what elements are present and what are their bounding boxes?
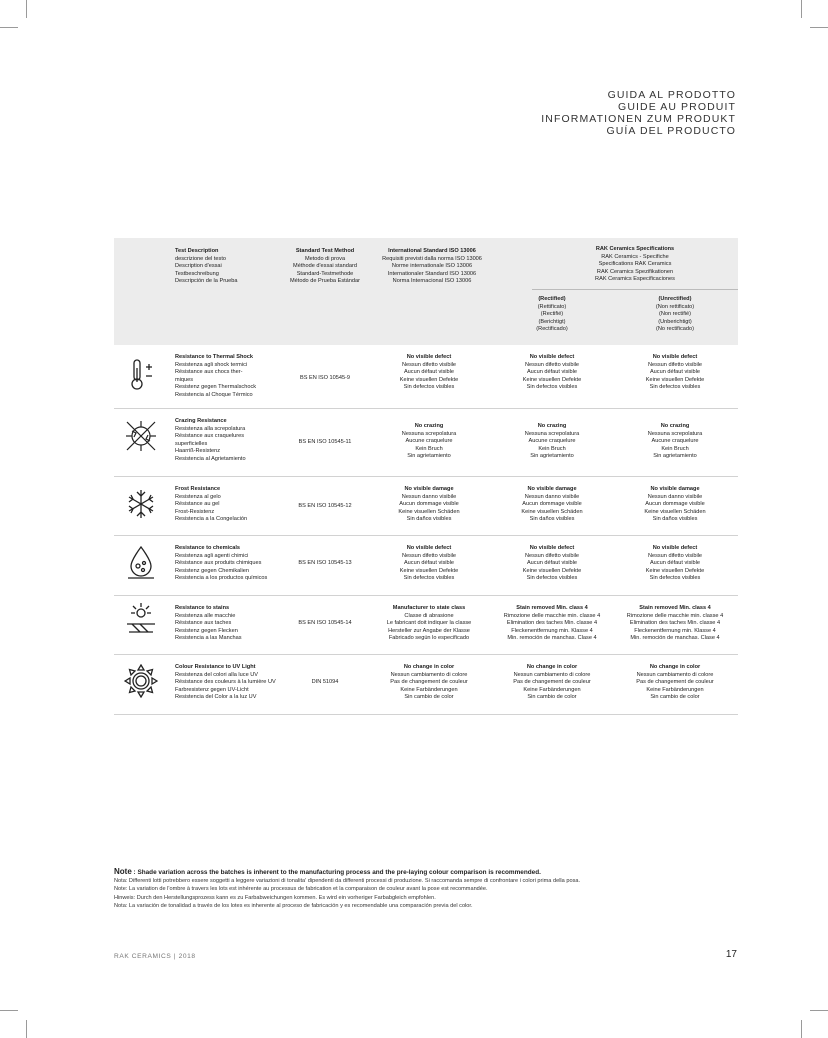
rectified-result: No visible defect Nessun difetto visibile Aucun défaut visible Keine visuellen Defekte Sin defectos visibles: [522, 354, 582, 391]
iso-result: No visible defect Nessun difetto visibile Aucun défaut visible Keine visuellen Defekte Sin defectos visibles: [399, 545, 459, 582]
unrectified-result: No change in color Nessun cambiamento di colore Pas de changement de couleur Keine Farbänderungen Sin cambio de color: [636, 664, 714, 701]
test-description: Resistance to Thermal Shock Resistenza agli shock termici Résistance aux chocs ther- miques Resistenz gegen Thermalschock Resistencia al Choque Térmico: [175, 354, 257, 398]
standard-method: BS EN ISO 10545-12: [298, 503, 352, 509]
table-row: [114, 477, 738, 536]
iso-result: No change in color Nessun cambiamento di colore Pas de changement de couleur Keine Farbänderungen Sin cambio de color: [390, 664, 468, 701]
title-line: GUÍA DEL PRODUCTO: [606, 125, 736, 137]
title-line: GUIDA AL PRODOTTO: [607, 89, 736, 101]
standard-method: DIN 51094: [311, 679, 339, 685]
table-row: [114, 596, 738, 655]
chemical-drop-icon: [124, 544, 158, 578]
crop-mark: [26, 0, 27, 18]
table-row: [114, 536, 738, 596]
note-line: Nota: Differenti lotti potrebbero essere soggetti a leggere variazioni di tonalita' dipendenti da differenti processi di produzione. Si raccomanda sempre di confrontare i colori prima della posa.: [114, 878, 581, 885]
standard-method: BS EN ISO 10545-9: [299, 375, 351, 381]
iso-result: No visible damage Nessun danno visibile Aucun dommage visible Keine visuellen Schäden Sin daños visibles: [398, 486, 460, 523]
header-divider: [532, 289, 738, 290]
test-description: Crazing Resistance Resistenza alla screpolatura Résistance aux craquelures superficielles Haarriß-Resistenz Resistencia al Agrietamiento: [175, 418, 246, 462]
iso-result: Manufacturer to state class Classe di abrasione Le fabricant doit indiquer la classe Hersteller zur Angabe der Klasse Fabricado según lo especificado: [386, 605, 472, 642]
rectified-result: No change in color Nessun cambiamento di colore Pas de changement de couleur Keine Farbänderungen Sin cambio de color: [513, 664, 591, 701]
standard-method: BS EN ISO 10545-11: [298, 439, 352, 445]
test-description: Resistance to stains Resistenza alle macchie Résistance aux taches Resistenz gegen Flecken Resistencia a las Manchas: [175, 605, 242, 642]
crop-mark: [801, 0, 802, 18]
note-line: Hinweis: Durch den Herstellungsprozess kann es zu Farbabweichungen kommen. Es wird ein vorheriger Farbabgleich empfohlen.: [114, 894, 436, 901]
thermometer-icon: [124, 358, 158, 392]
header-rectified: (Rectified) (Rettificato) (Rectifié) (Berichtigt) (Rectificado): [536, 296, 568, 333]
note-line: Note: La variation de l'ombre à travers les lots est inhérente au processus de fabrication et la comparaison de couleur avant la pose est recommandée.: [114, 886, 488, 893]
title-line: INFORMATIONEN ZUM PRODUKT: [541, 113, 736, 125]
test-description: Frost Resistance Resistenza al gelo Résistance au gel Frost-Resistenz Resistencia a la Congelación: [175, 486, 248, 523]
iso-result: No crazing Nessuna screpolatura Aucune craquelure Kein Bruch Sin agrietamiento: [401, 423, 457, 460]
note-main: Note : Shade variation across the batches is inherent to the manufacturing process and the pre-laying colour comparison is recommended.: [114, 867, 541, 876]
rectified-result: Stain removed Min. class 4 Rimozione delle macchie min. classe 4 Elimination des taches Min. classe 4 Fleckenentfernung min. Klasse 4 Min. remoción de manchas. Clase 4: [503, 605, 601, 642]
stain-icon: [124, 602, 158, 636]
header-standard-method: Standard Test Method Metodo di prova Méthode d'essai standard Standard-Testmethode Método de Prueba Estándar: [290, 248, 360, 285]
table-header: [114, 238, 738, 345]
table-row: [114, 345, 738, 409]
unrectified-result: No visible defect Nessun difetto visibile Aucun défaut visible Keine visuellen Defekte Sin defectos visibles: [645, 545, 705, 582]
rectified-result: No visible damage Nessun danno visibile Aucun dommage visible Keine visuellen Schäden Sin daños visibles: [521, 486, 583, 523]
standard-method: BS EN ISO 10545-13: [298, 560, 352, 566]
sun-icon: [124, 664, 158, 698]
crop-mark: [801, 1020, 802, 1038]
header-iso-standard: International Standard ISO 13006 Requisiti previsti dalla norma ISO 13006 Norme internationale ISO 13006 Internationaler Standard ISO 13006 Norma Internacional ISO 13006: [382, 248, 482, 285]
rectified-result: No visible defect Nessun difetto visibile Aucun défaut visible Keine visuellen Defekte Sin defectos visibles: [522, 545, 582, 582]
note-line: Nota: La variación de tonalidad a través de los lotes es inherente al proceso de fabricación y es recomendable una comparación previa del color.: [114, 902, 473, 909]
crop-mark: [26, 1020, 27, 1038]
unrectified-result: Stain removed Min. class 4 Rimozione delle macchie min. classe 4 Elimination des taches Min. classe 4 Fleckenentfernung min. Klasse 4 Min. remoción de manchas. Clase 4: [626, 605, 724, 642]
standard-method: BS EN ISO 10545-14: [298, 620, 352, 626]
snowflake-icon: [124, 487, 158, 521]
table-row: [114, 655, 738, 715]
table-row: [114, 409, 738, 477]
test-description: Colour Resistance to UV Light Resistenza del colori alla luce UV Résistance des couleurs à la lumière UV Farbresistenz gegen UV-Licht Resistencia del Color a la luz UV: [175, 664, 276, 701]
iso-result: No visible defect Nessun difetto visibile Aucun défaut visible Keine visuellen Defekte Sin defectos visibles: [399, 354, 459, 391]
rectified-result: No crazing Nessuna screpolatura Aucune craquelure Kein Bruch Sin agrietamiento: [524, 423, 580, 460]
crop-mark: [810, 1010, 828, 1011]
footer-brand: RAK CERAMICS | 2018: [114, 953, 196, 960]
unrectified-result: No visible damage Nessun danno visibile Aucun dommage visible Keine visuellen Schäden Sin daños visibles: [644, 486, 706, 523]
test-description: Resistance to chemicals Resistenza agli agenti chimici Résistance aux produits chimiques Resistenz gegen Chemikalien Resistencia a los productos químicos: [175, 545, 268, 582]
test-table: [114, 238, 738, 715]
crop-mark: [810, 27, 828, 28]
crazing-icon: [124, 419, 158, 453]
header-unrectified: (Unrectified) (Non rettificato) (Non rectifié) (Unberichtigt) (No rectificado): [655, 296, 695, 333]
title-line: GUIDE AU PRODUIT: [618, 101, 736, 113]
unrectified-result: No crazing Nessuna screpolatura Aucune craquelure Kein Bruch Sin agrietamiento: [647, 423, 703, 460]
crop-mark: [0, 27, 18, 28]
unrectified-result: No visible defect Nessun difetto visibile Aucun défaut visible Keine visuellen Defekte Sin defectos visibles: [645, 354, 705, 391]
page-number: 17: [725, 949, 737, 960]
crop-mark: [0, 1010, 18, 1011]
header-rak-specs: RAK Ceramics Specifications RAK Ceramics - Specifiche Specifications RAK Ceramics RAK Ceramics Spezifikationen RAK Ceramics Especificaciones: [595, 246, 675, 283]
header-test-description: Test Description descrizione del testo Description d'essai Testbeschreibung Descripción de la Prueba: [175, 248, 238, 285]
notes-section: [114, 868, 754, 910]
page-title: [541, 89, 736, 137]
